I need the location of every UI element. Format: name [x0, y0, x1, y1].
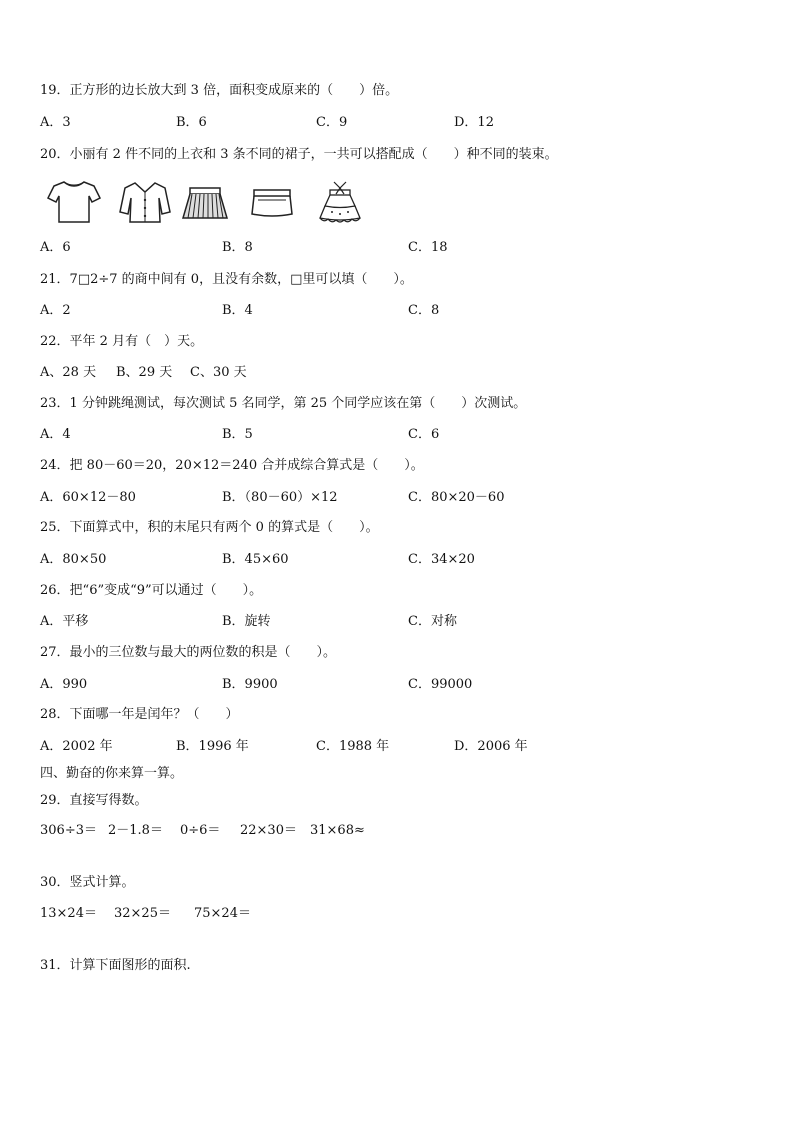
- q20-option-c: C．18: [408, 240, 448, 255]
- q20-option-b: B．8: [222, 240, 253, 255]
- q22-option-c: C、30 天: [190, 365, 247, 380]
- q26-option-a: A．平移: [40, 614, 89, 629]
- q19-option-a: A．3: [40, 115, 71, 130]
- question-31: 31．计算下面图形的面积.: [40, 958, 191, 973]
- q24-option-b: B．（80－60）×12: [222, 490, 338, 505]
- q26-option-b: B．旋转: [222, 614, 271, 629]
- question-21: 21．7□2÷7 的商中间有 0，且没有余数，□里可以填（ ）。: [40, 272, 413, 287]
- q29-item-5: 31×68≈: [310, 823, 365, 838]
- q25-option-c: C．34×20: [408, 552, 475, 567]
- mini-skirt-icon: [248, 178, 296, 226]
- question-24: 24．把 80－60＝20，20×12＝240 合并成综合算式是（ ）。: [40, 458, 424, 473]
- q27-option-a: A．990: [40, 677, 88, 692]
- q19-option-c: C．9: [316, 115, 348, 130]
- q26-option-c: C．对称: [408, 614, 457, 629]
- question-30: 30．竖式计算。: [40, 875, 135, 890]
- q30-item-2: 32×25＝: [114, 906, 171, 921]
- q24-option-c: C．80×20－60: [408, 490, 505, 505]
- q29-item-4: 22×30＝: [240, 823, 297, 838]
- q19-option-d: D．12: [454, 115, 494, 130]
- q21-option-a: A．2: [40, 303, 71, 318]
- q28-option-b: B．1996 年: [176, 739, 249, 754]
- q25-option-a: A．80×50: [40, 552, 107, 567]
- q21-option-b: B．4: [222, 303, 253, 318]
- q22-option-b: B、29 天: [116, 365, 173, 380]
- q24-option-a: A．60×12－80: [40, 490, 136, 505]
- q25-option-b: B．45×60: [222, 552, 289, 567]
- q29-item-3: 0÷6＝: [180, 823, 221, 838]
- q28-option-c: C．1988 年: [316, 739, 390, 754]
- q29-item-1: 306÷3＝: [40, 823, 97, 838]
- q23-option-a: A．4: [40, 427, 71, 442]
- section-4-title: 四、勤奋的你来算一算。: [40, 766, 184, 781]
- question-27: 27．最小的三位数与最大的两位数的积是（ ）。: [40, 645, 337, 660]
- q28-option-d: D．2006 年: [454, 739, 528, 754]
- q29-item-2: 2－1.8＝: [108, 823, 163, 838]
- pleated-skirt-icon: [180, 178, 230, 226]
- question-23: 23．1 分钟跳绳测试，每次测试 5 名同学，第 25 个同学应该在第（ ）次测试。: [40, 396, 527, 411]
- question-20: 20．小丽有 2 件不同的上衣和 3 条不同的裙子，一共可以搭配成（ ）种不同的装束。: [40, 147, 558, 162]
- question-22: 22．平年 2 月有（ ）天。: [40, 334, 204, 349]
- blouse-icon: [118, 178, 172, 226]
- q21-option-c: C．8: [408, 303, 440, 318]
- q27-option-b: B．9900: [222, 677, 278, 692]
- question-28: 28．下面哪一年是闰年？（ ）: [40, 707, 239, 722]
- question-29: 29．直接写得数。: [40, 793, 148, 808]
- q22-option-a: A、28 天: [40, 365, 97, 380]
- q30-item-1: 13×24＝: [40, 906, 97, 921]
- q23-option-b: B．5: [222, 427, 253, 442]
- tiered-skirt-icon: [312, 178, 368, 228]
- q23-option-c: C．6: [408, 427, 440, 442]
- tshirt-icon: [46, 178, 102, 226]
- q30-item-3: 75×24＝: [194, 906, 251, 921]
- q28-option-a: A．2002 年: [40, 739, 113, 754]
- q19-option-b: B．6: [176, 115, 207, 130]
- question-19: 19．正方形的边长放大到 3 倍，面积变成原来的（ ）倍。: [40, 83, 399, 98]
- q20-option-a: A．6: [40, 240, 71, 255]
- question-25: 25．下面算式中，积的末尾只有两个 0 的算式是（ ）。: [40, 520, 379, 535]
- question-26: 26．把“6”变成“9”可以通过（ ）。: [40, 583, 263, 598]
- clothing-images: [40, 178, 320, 230]
- q27-option-c: C．99000: [408, 677, 473, 692]
